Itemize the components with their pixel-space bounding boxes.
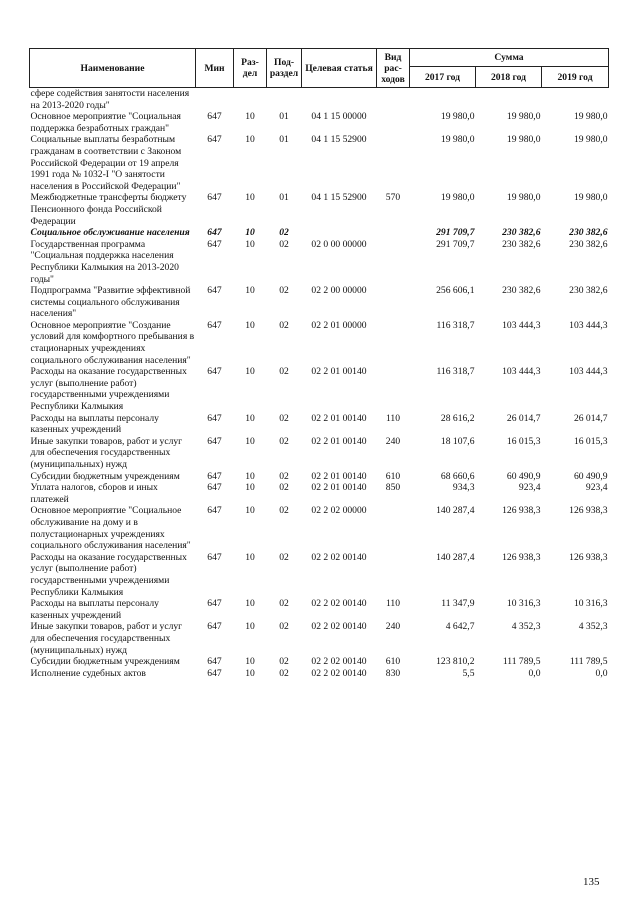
header-podrazdel: Под- раздел [267,49,302,88]
cell-name: сфере содействия занятости населения на 2013-2020 годы" [30,88,190,111]
cell-min: 647 [207,470,222,482]
cell-y1: 4 642,7 [445,621,475,633]
cell-name: Расходы на выплаты персоналу казенных учреждений [30,412,159,436]
cell-rz: 10 [245,598,255,610]
table-header [30,49,609,88]
cell-rz: 10 [245,111,255,123]
cell-vr [377,320,410,366]
header-summa: Сумма [410,49,609,67]
cell-y1 [410,88,476,112]
table-row [30,239,609,285]
cell-y3: 230 382,6 [569,238,608,250]
cell-y1: 291 709,7 [436,227,475,239]
table-row [30,88,609,112]
cell-vr: 830 [385,667,401,679]
cell-y2: 923,4 [518,482,541,494]
cell-cs: 02 2 01 00140 [311,435,367,447]
cell-vr [377,552,410,598]
cell-y1: 5,5 [462,667,475,679]
table-body [30,88,609,680]
cell-y1: 256 606,1 [436,285,475,297]
cell-y2: 103 444,3 [502,366,541,378]
cell-name: Расходы на выплаты персоналу казенных учреждений [30,598,159,621]
cell-rz: 10 [245,656,255,668]
cell-pr [267,88,302,112]
cell-rz: 10 [245,366,255,378]
cell-cs: 02 2 01 00140 [311,482,367,494]
cell-y1: 19 980,0 [440,134,475,146]
cell-vr: 570 [385,192,401,204]
cell-rz: 10 [245,470,255,482]
header-2018: 2018 год [476,67,542,88]
cell-name: Расходы на оказание государственных услуг (выполнение работ) государственными учреждениями Республики Калмыкия [30,366,187,413]
cell-y2: 4 352,3 [511,621,541,633]
cell-name: Иные закупки товаров, работ и услуг для обеспечения государственных (муниципальных) нужд [30,435,183,470]
cell-cs: 02 2 01 00140 [311,366,367,378]
budget-table [29,48,609,679]
cell-y1: 68 660,6 [440,470,475,482]
cell-vr: 110 [385,598,401,610]
cell-y2: 19 980,0 [506,111,541,123]
cell-rz: 10 [245,482,255,494]
table-row [30,482,609,505]
cell-y1: 116 318,7 [436,319,475,331]
cell-pr: 02 [279,505,289,517]
cell-cs: 02 2 02 00140 [311,598,367,610]
cell-vr: 610 [385,656,401,668]
table-row [30,366,609,412]
cell-pr: 02 [279,319,289,331]
table-row [30,552,609,598]
cell-pr: 02 [279,667,289,679]
table-row [30,598,609,621]
cell-y3: 26 014,7 [573,412,608,424]
cell-vr [377,285,410,320]
cell-pr: 02 [279,482,289,494]
cell-min: 647 [207,319,222,331]
cell-min: 647 [207,412,222,424]
cell-vr [377,239,410,285]
cell-y2: 10 316,3 [506,598,541,610]
cell-name: Расходы на оказание государственных услуг (выполнение работ) государственными учреждениями Республики Калмыкия [30,551,187,598]
cell-y3: 4 352,3 [578,621,608,633]
table-row [30,471,609,483]
cell-y3: 10 316,3 [573,598,608,610]
cell-pr: 02 [279,412,289,424]
header-min: Мин [196,49,234,88]
table-row [30,320,609,366]
cell-name: Основное мероприятие "Социальная поддержка безработных граждан" [30,111,181,134]
table-row [30,621,609,656]
cell-cs [302,88,377,112]
cell-pr: 02 [279,227,289,239]
cell-y3: 923,4 [585,482,608,494]
cell-name: Уплата налогов, сборов и иных платежей [30,482,158,505]
cell-name: Социальные выплаты безработным гражданам в соответствии с Законом Российской Федерации от 19 апреля 1991 года № 1032-I "О занятости населения в Российской Федерации" [30,134,182,192]
cell-rz: 10 [245,134,255,146]
cell-min: 647 [207,656,222,668]
cell-y2: 111 789,5 [502,656,541,668]
table-row [30,192,609,227]
cell-cs: 02 0 00 00000 [311,238,367,250]
cell-y2: 126 938,3 [502,551,541,563]
cell-y2: 19 980,0 [506,134,541,146]
cell-y1: 18 107,6 [440,435,475,447]
cell-rz: 10 [245,227,255,239]
cell-name: Иные закупки товаров, работ и услуг для обеспечения государственных (муниципальных) нужд [30,621,183,656]
cell-min: 647 [207,505,222,517]
cell-y3 [542,88,609,112]
cell-y3: 126 938,3 [569,551,608,563]
cell-min: 647 [207,134,222,146]
cell-cs: 02 2 01 00140 [311,470,367,482]
cell-cs: 04 1 15 00000 [311,111,367,123]
cell-vr: 850 [385,482,401,494]
cell-rz: 10 [245,551,255,563]
cell-min: 647 [207,551,222,563]
cell-y2: 126 938,3 [502,505,541,517]
cell-cs: 02 2 02 00140 [311,621,367,633]
cell-pr: 02 [279,621,289,633]
cell-name: Подпрограмма "Развитие эффективной системы социального обслуживания населения" [30,285,191,320]
cell-min: 647 [207,667,222,679]
cell-cs: 02 2 01 00000 [311,319,367,331]
cell-vr [377,111,410,134]
cell-min: 647 [207,285,222,297]
cell-rz: 10 [245,285,255,297]
cell-y1: 19 980,0 [440,111,475,123]
page-number: 135 [583,876,600,888]
cell-y1: 291 709,7 [436,238,475,250]
cell-cs: 02 2 01 00140 [311,412,367,424]
cell-y2: 26 014,7 [506,412,541,424]
cell-vr [377,134,410,192]
cell-name: Субсидии бюджетным учреждениям [30,656,180,668]
cell-vr: 610 [385,470,401,482]
cell-vr: 240 [385,621,401,633]
header-2019: 2019 год [542,67,609,88]
cell-y3: 60 490,9 [573,470,608,482]
cell-min: 647 [207,227,222,239]
table-row [30,656,609,668]
cell-y1: 140 287,4 [436,551,475,563]
cell-pr: 01 [279,111,289,123]
cell-cs: 04 1 15 52900 [311,192,367,204]
table-row [30,111,609,134]
cell-pr: 01 [279,192,289,204]
cell-cs: 02 2 00 00000 [311,285,367,297]
cell-y1: 28 616,2 [440,412,475,424]
cell-min: 647 [207,435,222,447]
cell-y3: 16 015,3 [573,435,608,447]
table-row [30,668,609,680]
cell-min: 647 [207,238,222,250]
cell-y1: 934,3 [452,482,475,494]
cell-name: Исполнение судебных актов [30,667,146,679]
cell-y2: 60 490,9 [506,470,541,482]
cell-name: Основное мероприятие "Социальное обслуживание на дому и в полустационарных учреждениях социального обслуживания населения" [30,505,191,552]
cell-cs: 02 2 02 00000 [311,505,367,517]
table-row [30,285,609,320]
cell-min: 647 [207,366,222,378]
cell-pr: 02 [279,470,289,482]
cell-cs [302,227,377,239]
cell-y3: 0,0 [595,667,608,679]
header-name: Наименование [30,49,196,88]
cell-pr: 02 [279,435,289,447]
cell-cs: 02 2 02 00140 [311,656,367,668]
cell-y3: 111 789,5 [569,656,608,668]
table-row [30,505,609,551]
cell-name: Основное мероприятие "Создание условий для комфортного пребывания в стационарных учреждениях социального обслуживания населения" [30,319,195,366]
cell-name: Социальное обслуживание населения [30,227,190,239]
cell-y1: 123 810,2 [436,656,475,668]
header-target: Целевая статья [302,49,377,88]
cell-y2: 103 444,3 [502,319,541,331]
cell-vr [377,88,410,112]
cell-vr [377,505,410,551]
cell-pr: 02 [279,598,289,610]
cell-pr: 02 [279,656,289,668]
cell-vr [377,227,410,239]
cell-rz: 10 [245,412,255,424]
table-row [30,436,609,471]
cell-y3: 230 382,6 [569,285,608,297]
cell-rz: 10 [245,621,255,633]
table-row [30,134,609,192]
cell-y2: 0,0 [528,667,541,679]
cell-y2: 230 382,6 [502,285,541,297]
cell-pr: 01 [279,134,289,146]
cell-name: Субсидии бюджетным учреждениям [30,470,180,482]
cell-y1: 19 980,0 [440,192,475,204]
cell-y2: 230 382,6 [502,227,541,239]
cell-name: Межбюджетные трансферты бюджету Пенсионного фонда Российской Федерации [30,192,187,227]
cell-y1: 116 318,7 [436,366,475,378]
cell-y3: 19 980,0 [573,111,608,123]
cell-y1: 140 287,4 [436,505,475,517]
cell-min [196,88,234,112]
cell-rz: 10 [245,667,255,679]
table-row [30,227,609,239]
cell-name: Государственная программа "Социальная поддержка населения Республики Калмыкия на 2013-2020 годы" [30,238,179,285]
cell-min: 647 [207,482,222,494]
cell-y3: 126 938,3 [569,505,608,517]
cell-y2 [476,88,542,112]
cell-vr: 240 [385,435,401,447]
cell-pr: 02 [279,238,289,250]
header-2017: 2017 год [410,67,476,88]
cell-pr: 02 [279,551,289,563]
cell-y3: 19 980,0 [573,134,608,146]
cell-y3: 230 382,6 [569,227,608,239]
cell-y2: 19 980,0 [506,192,541,204]
cell-vr: 110 [385,412,401,424]
cell-rz: 10 [245,192,255,204]
table-row [30,413,609,436]
cell-rz: 10 [245,505,255,517]
cell-rz [234,88,267,112]
cell-y3: 103 444,3 [569,319,608,331]
cell-y2: 16 015,3 [506,435,541,447]
cell-y1: 11 347,9 [441,598,475,610]
cell-rz: 10 [245,435,255,447]
header-vid: Вид рас- ходов [377,49,410,88]
cell-pr: 02 [279,366,289,378]
cell-cs: 02 2 02 00140 [311,551,367,563]
header-razdel: Раз- дел [234,49,267,88]
cell-min: 647 [207,598,222,610]
cell-min: 647 [207,192,222,204]
cell-pr: 02 [279,285,289,297]
cell-rz: 10 [245,238,255,250]
cell-cs: 02 2 02 00140 [311,667,367,679]
cell-rz: 10 [245,319,255,331]
cell-min: 647 [207,621,222,633]
cell-y2: 230 382,6 [502,238,541,250]
cell-cs: 04 1 15 52900 [311,134,367,146]
cell-min: 647 [207,111,222,123]
cell-y3: 103 444,3 [569,366,608,378]
cell-y3: 19 980,0 [573,192,608,204]
cell-vr [377,366,410,412]
